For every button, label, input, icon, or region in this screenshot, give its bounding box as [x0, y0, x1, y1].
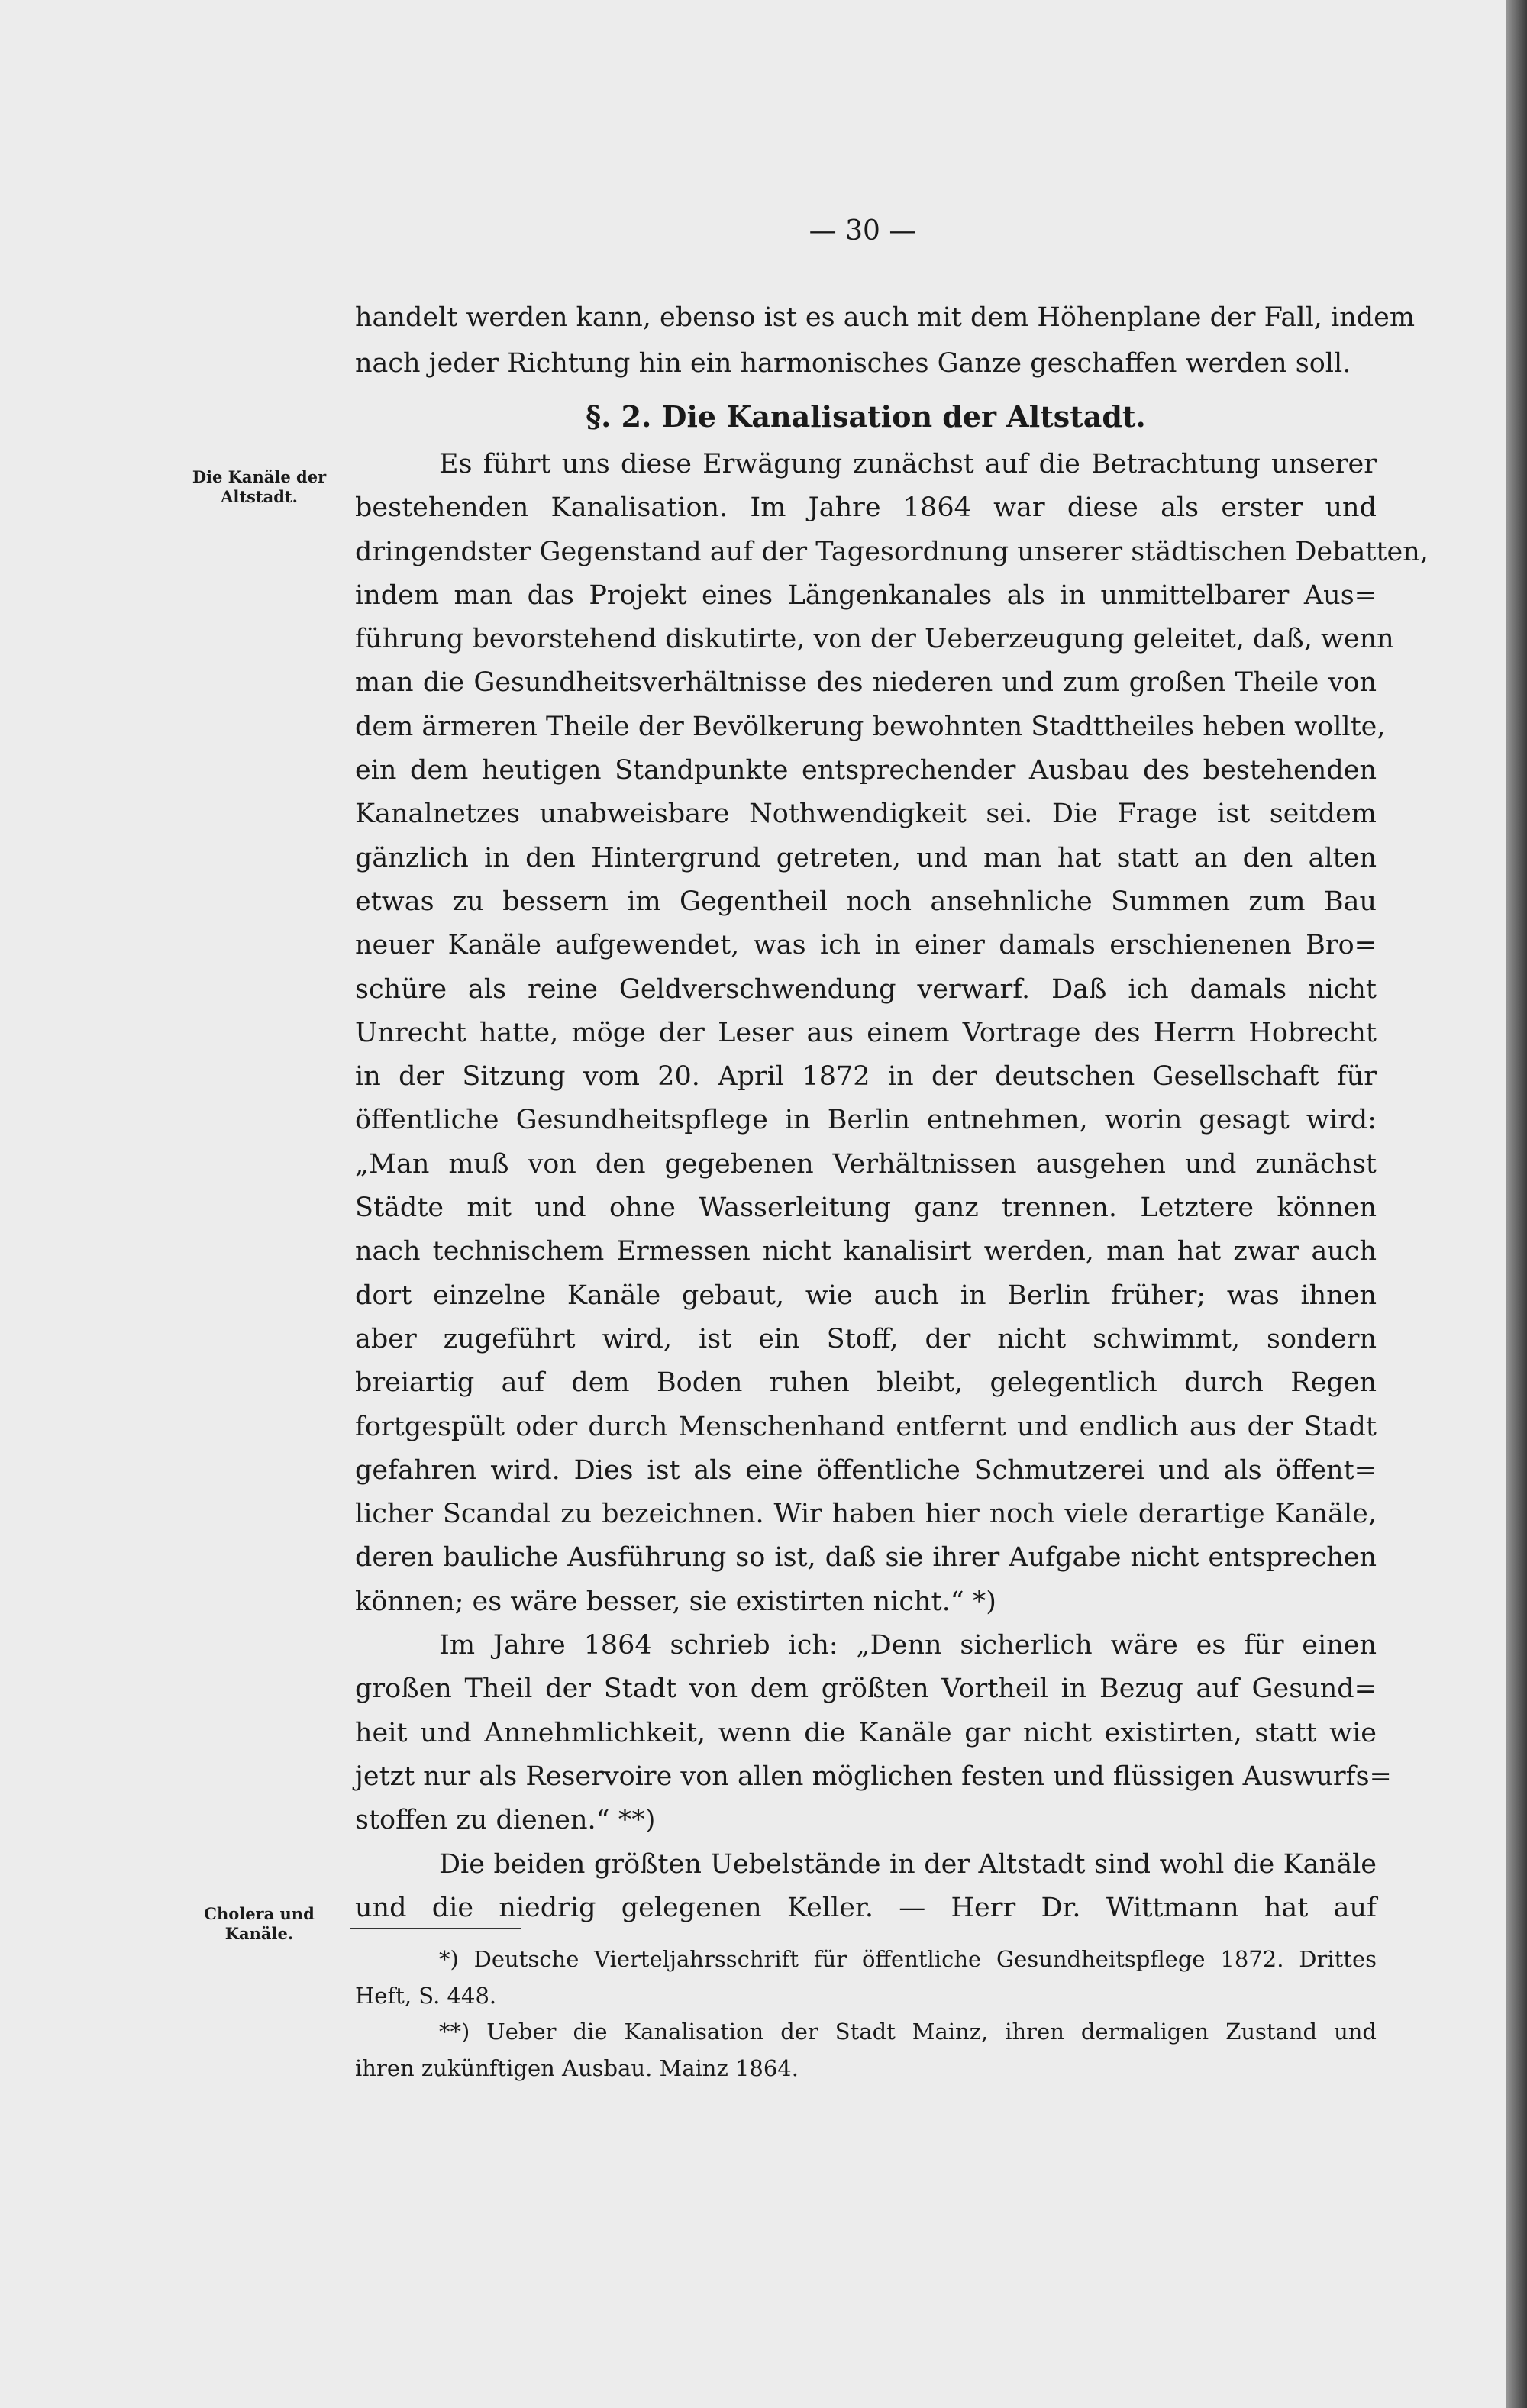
- text-line: man die Gesundheitsverhältnisse des niederen und zum großen Theile von: [355, 667, 1377, 699]
- text-line: ein dem heutigen Standpunkte entsprechender Ausbau des bestehenden: [355, 755, 1377, 786]
- footnote-line: ihren zukünftigen Ausbau. Mainz 1864.: [355, 2055, 799, 2081]
- text-line: dort einzelne Kanäle gebaut, wie auch in Berlin früher; was ihnen: [355, 1280, 1377, 1311]
- text-line: Unrecht hatte, möge der Leser aus einem Vortrage des Herrn Hobrecht: [355, 1017, 1377, 1048]
- text-line: Die beiden größten Uebelstände in der Altstadt sind wohl die Kanäle: [439, 1848, 1377, 1880]
- footnotes: [355, 1942, 1377, 2087]
- section-heading: §. 2. Die Kanalisation der Altstadt.: [586, 399, 1146, 434]
- footnote-line: *) Deutsche Vierteljahrsschrift für öffentliche Gesundheitspflege 1872. Drittes: [439, 1946, 1377, 1972]
- text-line: aber zugeführt wird, ist ein Stoff, der nicht schwimmt, sondern: [355, 1323, 1377, 1354]
- text-line: Es führt uns diese Erwägung zunächst auf die Betrachtung unserer: [439, 449, 1377, 479]
- text-line: öffentliche Gesundheitspflege in Berlin entnehmen, worin gesagt wird:: [355, 1105, 1377, 1136]
- text-line: bestehenden Kanalisation. Im Jahre 1864 war diese als erster und: [355, 492, 1377, 524]
- text-line: jetzt nur als Reservoire von allen möglichen festen und flüssigen Auswurfs=: [355, 1761, 1392, 1792]
- text-line: schüre als reine Geldverschwendung verwarf. Daß ich damals nicht: [355, 973, 1377, 1005]
- text-line: nach jeder Richtung hin ein harmonisches Ganze geschaffen werden soll.: [355, 348, 1351, 379]
- paragraph-continuation: [355, 295, 1416, 386]
- margin-note-line: Cholera und: [204, 1904, 315, 1923]
- text-line: nach technischem Ermessen nicht kanalisirt werden, man hat zwar auch: [355, 1236, 1377, 1267]
- margin-note-kanaele: [177, 467, 341, 507]
- text-line: gänzlich in den Hintergrund getreten, und man hat statt an den alten: [355, 842, 1377, 873]
- footnote-divider: [350, 1928, 521, 1929]
- text-line: etwas zu bessern im Gegentheil noch ansehnliche Summen zum Bau: [355, 886, 1377, 917]
- text-line: dringendster Gegenstand auf der Tagesordnung unserer städtischen Debatten,: [355, 536, 1429, 567]
- footnote-line: Heft, S. 448.: [355, 1982, 497, 2009]
- margin-note-line: Altstadt.: [221, 487, 298, 506]
- text-line: stoffen zu dienen.“ **): [355, 1805, 656, 1836]
- text-line: dem ärmeren Theile der Bevölkerung bewohnten Stadttheiles heben wollte,: [355, 711, 1386, 742]
- text-line: neuer Kanäle aufgewendet, was ich in einer damals erschienenen Bro=: [355, 930, 1377, 961]
- text-line: großen Theil der Stadt von dem größten Vortheil in Bezug auf Gesund=: [355, 1674, 1377, 1705]
- text-line: und die niedrig gelegenen Keller. — Herr Dr. Wittmann hat auf: [355, 1892, 1377, 1923]
- footnote-line: **) Ueber die Kanalisation der Stadt Mainz, ihren dermaligen Zustand und: [439, 2019, 1377, 2045]
- text-line: gefahren wird. Dies ist als eine öffentliche Schmutzerei und als öffent=: [355, 1454, 1377, 1486]
- text-line: Im Jahre 1864 schrieb ich: „Denn sicherlich wäre es für einen: [439, 1630, 1377, 1661]
- text-line: in der Sitzung vom 20. April 1872 in der deutschen Gesellschaft für: [355, 1061, 1377, 1093]
- text-line: breiartig auf dem Boden ruhen bleibt, gelegentlich durch Regen: [355, 1367, 1377, 1399]
- text-line: führung bevorstehend diskutirte, von der Ueberzeugung geleitet, daß, wenn: [355, 624, 1394, 655]
- text-line: „Man muß von den gegebenen Verhältnissen ausgehen und zunächst: [355, 1148, 1377, 1180]
- margin-note-cholera: [177, 1904, 341, 1944]
- text-line: Städte mit und ohne Wasserleitung ganz trennen. Letztere können: [355, 1193, 1377, 1224]
- page-number: — 30 —: [809, 215, 917, 247]
- text-line: deren bauliche Ausführung so ist, daß sie ihrer Aufgabe nicht entsprechen: [355, 1542, 1377, 1574]
- body-text: [355, 443, 1429, 1930]
- margin-note-line: Die Kanäle der: [192, 467, 327, 486]
- text-line: Kanalnetzes unabweisbare Nothwendigkeit sei. Die Frage ist seitdem: [355, 799, 1377, 830]
- text-line: handelt werden kann, ebenso ist es auch mit dem Höhenplane der Fall, indem: [355, 302, 1416, 333]
- text-line: indem man das Projekt eines Längenkanales als in unmittelbarer Aus=: [355, 579, 1377, 611]
- scan-page-edge: [1506, 0, 1527, 2408]
- margin-note-line: Kanäle.: [224, 1924, 294, 1943]
- text-line: licher Scandal zu bezeichnen. Wir haben hier noch viele derartige Kanäle,: [355, 1499, 1377, 1530]
- text-line: fortgespült oder durch Menschenhand entfernt und endlich aus der Stadt: [355, 1411, 1377, 1442]
- text-line: heit und Annehmlichkeit, wenn die Kanäle gar nicht existirten, statt wie: [355, 1717, 1377, 1748]
- text-line: können; es wäre besser, sie existirten nicht.“ *): [355, 1586, 996, 1617]
